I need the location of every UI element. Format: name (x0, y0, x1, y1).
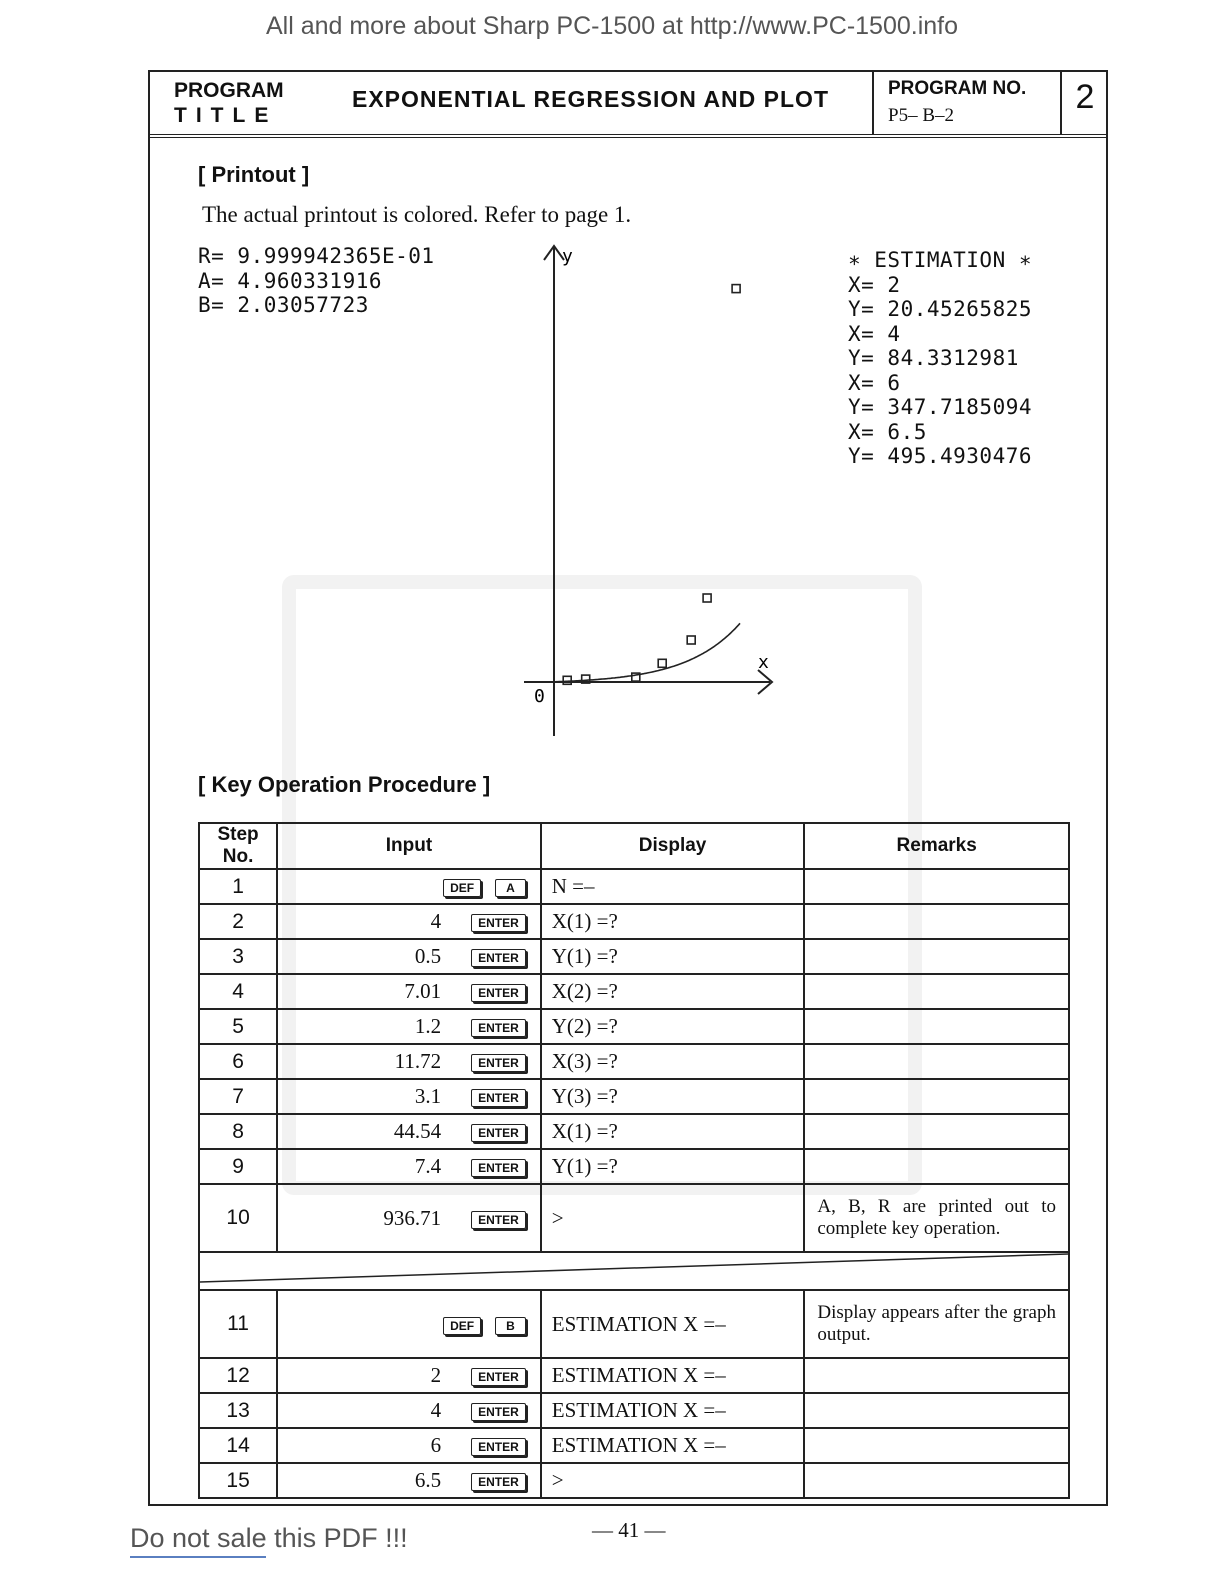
input-cell (277, 1184, 541, 1252)
estimation-line: X= 6 (848, 370, 901, 395)
input-cell (277, 869, 541, 904)
table-row (199, 1393, 1069, 1428)
display-cell: X(2) =? (541, 974, 805, 1009)
remarks-cell (804, 1428, 1069, 1463)
data-point (658, 659, 666, 667)
enter-key-icon: ENTER (471, 1211, 526, 1229)
step-number: 11 (199, 1290, 277, 1358)
step-number: 14 (199, 1428, 277, 1463)
display-cell: ESTIMATION X =– (541, 1428, 805, 1463)
table-row (199, 1252, 1069, 1290)
input-value: 2 (430, 1363, 442, 1387)
table-row (199, 974, 1069, 1009)
display-cell: Y(1) =? (541, 939, 805, 974)
title-label: TITLE (174, 104, 278, 127)
enter-key-icon: ENTER (471, 1438, 526, 1456)
page-number: — 41 — (592, 1518, 666, 1542)
estimation-line: Y= 20.45265825 (848, 297, 1033, 321)
remarks-cell (804, 1358, 1069, 1393)
input-value: 7.01 (404, 979, 442, 1003)
input-cell (277, 1079, 541, 1114)
input-cell (277, 1393, 541, 1428)
estimation-line: Y= 84.3312981 (848, 346, 1019, 370)
display-cell: X(1) =? (541, 1114, 805, 1149)
table-row (199, 1114, 1069, 1149)
result-line: A= 4.960331916 (198, 268, 383, 293)
input-value: 4 (430, 1398, 442, 1422)
footer-warning (130, 1523, 408, 1558)
step-number: 5 (199, 1009, 277, 1044)
break-row (199, 1252, 1069, 1290)
table-row (199, 904, 1069, 939)
remarks-cell: A, B, R are printed out to complete key operation. (804, 1184, 1069, 1252)
input-cell (277, 1114, 541, 1149)
input-cell (277, 1149, 541, 1184)
def-key-icon: DEF (443, 1317, 481, 1335)
table-row (199, 1358, 1069, 1393)
step-number: 7 (199, 1079, 277, 1114)
display-cell: ESTIMATION X =– (541, 1358, 805, 1393)
input-value: 0.5 (414, 944, 442, 968)
table-row (199, 869, 1069, 904)
display-cell: ESTIMATION X =– (541, 1290, 805, 1358)
step-number: 13 (199, 1393, 277, 1428)
program-number: 2 (1075, 78, 1095, 116)
input-cell (277, 1044, 541, 1079)
step-number: 4 (199, 974, 277, 1009)
input-value: 4 (430, 909, 442, 933)
input-cell (277, 1463, 541, 1498)
remarks-cell (804, 974, 1069, 1009)
estimation-title: ∗ ESTIMATION ∗ (848, 248, 1033, 272)
estimation-line: X= 2 (848, 272, 901, 297)
input-value: 44.54 (393, 1119, 442, 1143)
procedure-heading: [ Key Operation Procedure ] (198, 772, 491, 797)
step-number: 12 (199, 1358, 277, 1393)
table-row (199, 1079, 1069, 1114)
display-cell: ESTIMATION X =– (541, 1393, 805, 1428)
remarks-cell (804, 1463, 1069, 1498)
step-number: 2 (199, 904, 277, 939)
program-header (150, 72, 1106, 138)
step-number: 15 (199, 1463, 277, 1498)
remarks-cell (804, 939, 1069, 974)
column-header: Step No. (199, 823, 277, 869)
step-number: 1 (199, 869, 277, 904)
data-point (687, 636, 695, 644)
table-row (199, 1290, 1069, 1358)
estimation-line: X= 4 (848, 321, 901, 346)
display-cell: X(3) =? (541, 1044, 805, 1079)
step-number: 8 (199, 1114, 277, 1149)
display-cell: > (541, 1463, 805, 1498)
input-cell (277, 904, 541, 939)
def-key-icon: DEF (443, 879, 481, 897)
input-value: 7.4 (414, 1154, 442, 1178)
b-key-icon: B (495, 1317, 526, 1335)
table-row (199, 1009, 1069, 1044)
column-header: Input (277, 823, 541, 869)
origin-label: 0 (534, 686, 545, 707)
printout-note: The actual printout is colored. Refer to page 1. (202, 202, 632, 227)
estimation-output (848, 248, 1032, 469)
step-number: 10 (199, 1184, 277, 1252)
input-value: 11.72 (394, 1049, 442, 1073)
display-cell: Y(1) =? (541, 1149, 805, 1184)
program-label: PROGRAM (174, 79, 284, 102)
step-number: 3 (199, 939, 277, 974)
regression-results (198, 244, 435, 318)
input-cell (277, 1290, 541, 1358)
column-header: Remarks (804, 823, 1069, 869)
printout-heading: [ Printout ] (198, 162, 310, 187)
data-point (563, 676, 571, 684)
data-point (732, 285, 740, 293)
column-header: Display (541, 823, 805, 869)
table-row (199, 1184, 1069, 1252)
display-cell: > (541, 1184, 805, 1252)
input-value: 1.2 (414, 1014, 442, 1038)
fit-curve (543, 623, 740, 682)
result-line: R= 9.999942365E-01 (198, 244, 435, 268)
program-sheet (148, 70, 1108, 1506)
remarks-cell (804, 1149, 1069, 1184)
enter-key-icon: ENTER (471, 1019, 526, 1037)
table-row (199, 1044, 1069, 1079)
warning-underline (130, 1556, 266, 1558)
remarks-cell: Display appears after the graph output. (804, 1290, 1069, 1358)
warning-text: Do not sale this PDF !!! (130, 1523, 408, 1553)
remarks-cell (804, 1079, 1069, 1114)
input-cell (277, 939, 541, 974)
remarks-cell (804, 1009, 1069, 1044)
data-point (703, 594, 711, 602)
estimation-line: Y= 495.4930476 (848, 444, 1033, 468)
enter-key-icon: ENTER (471, 1368, 526, 1386)
enter-key-icon: ENTER (471, 984, 526, 1002)
enter-key-icon: ENTER (471, 1403, 526, 1421)
program-code: P5– B–2 (888, 105, 954, 126)
enter-key-icon: ENTER (471, 949, 526, 967)
input-value: 936.71 (383, 1205, 442, 1230)
result-line: B= 2.03057723 (198, 293, 369, 317)
step-number: 9 (199, 1149, 277, 1184)
table-row (199, 1428, 1069, 1463)
enter-key-icon: ENTER (471, 1089, 526, 1107)
display-cell: Y(3) =? (541, 1079, 805, 1114)
table-header-row (199, 823, 1069, 869)
estimation-line: Y= 347.7185094 (848, 395, 1033, 419)
enter-key-icon: ENTER (471, 1054, 526, 1072)
data-points (563, 285, 740, 685)
table-row (199, 939, 1069, 974)
enter-key-icon: ENTER (471, 914, 526, 932)
input-value: 6.5 (414, 1468, 442, 1492)
x-axis-label: x (758, 652, 769, 673)
break-line (200, 1253, 1068, 1283)
table-row (199, 1463, 1069, 1498)
input-value: 6 (430, 1433, 442, 1457)
exponential-plot (510, 240, 780, 740)
y-axis-label: y (562, 246, 573, 267)
table-row (199, 1149, 1069, 1184)
display-cell: N =– (541, 869, 805, 904)
input-cell (277, 1009, 541, 1044)
remarks-cell (804, 1044, 1069, 1079)
site-banner: All and more about Sharp PC-1500 at http://www.PC-1500.info (265, 12, 959, 40)
input-cell (277, 1358, 541, 1393)
key-operation-table (198, 822, 1070, 1499)
enter-key-icon: ENTER (471, 1124, 526, 1142)
remarks-cell (804, 1114, 1069, 1149)
input-value: 3.1 (414, 1084, 442, 1108)
remarks-cell (804, 904, 1069, 939)
enter-key-icon: ENTER (471, 1473, 526, 1491)
a-key-icon: A (495, 879, 526, 897)
program-no-label: PROGRAM NO. (888, 78, 1027, 99)
program-title-label (174, 78, 284, 128)
display-cell: Y(2) =? (541, 1009, 805, 1044)
program-title: EXPONENTIAL REGRESSION AND PLOT (352, 86, 829, 112)
input-cell (277, 1428, 541, 1463)
input-cell (277, 974, 541, 1009)
remarks-cell (804, 1393, 1069, 1428)
display-cell: X(1) =? (541, 904, 805, 939)
remarks-cell (804, 869, 1069, 904)
estimation-line: X= 6.5 (848, 419, 927, 444)
header-divider (872, 72, 874, 134)
enter-key-icon: ENTER (471, 1159, 526, 1177)
step-number: 6 (199, 1044, 277, 1079)
